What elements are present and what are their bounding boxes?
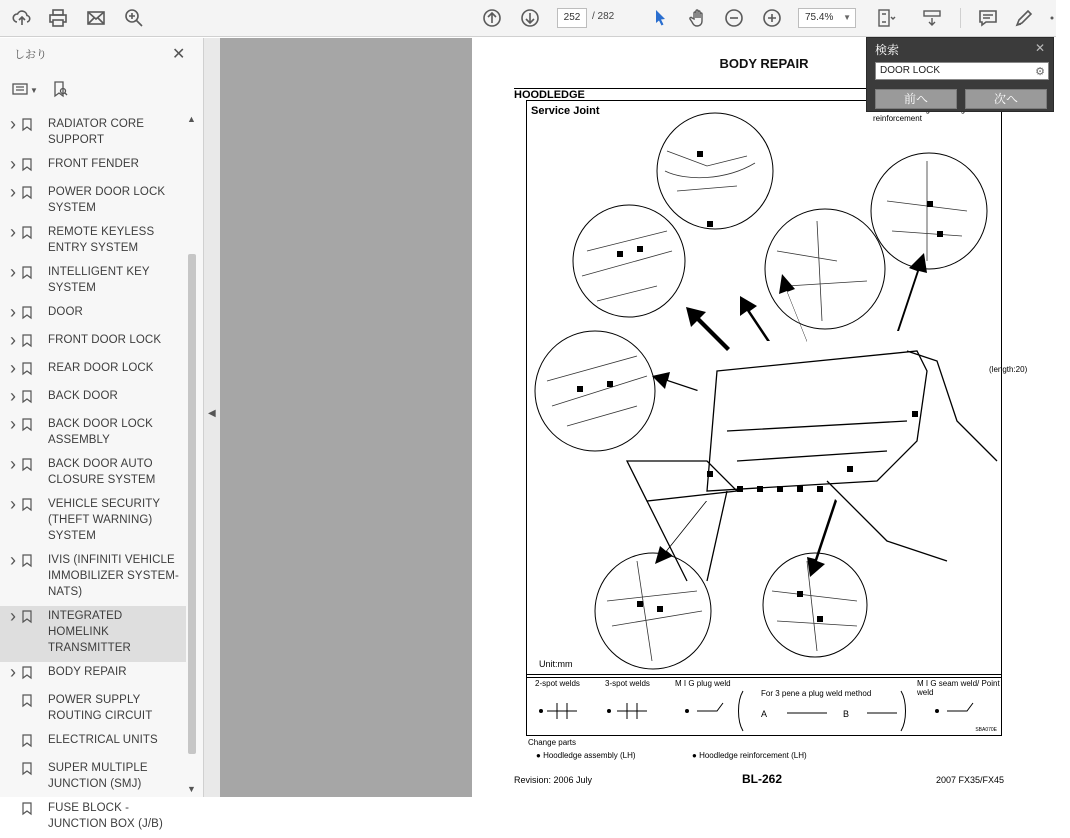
bookmark-icon (22, 418, 34, 436)
select-cursor-icon[interactable] (648, 6, 672, 30)
unit-label: Unit:mm (539, 659, 573, 669)
find-next-button[interactable]: 次へ (965, 89, 1047, 109)
chevron-down-icon[interactable]: ▼ (30, 85, 38, 95)
zoom-search-icon[interactable] (122, 6, 146, 30)
model-label: 2007 FX35/FX45 (936, 775, 1005, 785)
bookmarks-title: しおり (14, 49, 47, 61)
bookmark-label: BODY REPAIR (48, 666, 127, 678)
figure-note: reinforcement (873, 114, 922, 123)
bookmark-item[interactable] (0, 302, 186, 330)
bookmark-label: FUSE BLOCK - JUNCTION BOX (J/B) (48, 802, 163, 830)
change-part-2: ● Hoodledge reinforcement (LH) (692, 751, 807, 760)
find-previous-button[interactable]: 前へ (875, 89, 957, 109)
chevron-down-icon: ▼ (843, 13, 851, 22)
section-title: HOODLEDGE (514, 88, 954, 101)
bookmark-item[interactable] (0, 662, 186, 690)
bookmark-icon (22, 186, 34, 204)
bookmark-label: POWER DOOR LOCK SYSTEM (48, 186, 166, 214)
chevron-right-icon[interactable]: › (10, 494, 16, 514)
find-query: DOOR LOCK (880, 65, 941, 76)
legend-two-spot: 2-spot welds (535, 679, 580, 688)
bookmark-label: FRONT DOOR LOCK (48, 334, 162, 346)
bookmark-icon (22, 554, 34, 572)
hoodledge-diagram (527, 101, 1001, 677)
bookmarks-panel (0, 38, 204, 830)
bookmark-item[interactable] (0, 114, 186, 154)
bookmark-label: POWER SUPPLY ROUTING CIRCUIT (48, 694, 153, 722)
chevron-right-icon[interactable]: › (10, 114, 16, 134)
bookmark-icon (22, 734, 34, 752)
bookmark-icon (22, 802, 34, 820)
chevron-right-icon[interactable]: › (10, 550, 16, 570)
spacer (0, 732, 22, 733)
bookmark-item[interactable] (0, 454, 186, 494)
gear-icon[interactable]: ⚙ (1035, 66, 1045, 78)
chevron-right-icon[interactable]: › (10, 606, 16, 626)
toolbar-divider (960, 8, 961, 28)
bookmark-label: VEHICLE SECURITY (THEFT WARNING) SYSTEM (48, 498, 160, 542)
bookmark-icon (22, 498, 34, 516)
pdf-page (472, 38, 1056, 797)
chevron-right-icon[interactable]: › (10, 154, 16, 174)
bookmark-item[interactable] (0, 330, 186, 358)
bookmark-label: INTEGRATED HOMELINK TRANSMITTER (48, 610, 131, 654)
scroll-up-icon[interactable]: ▲ (187, 114, 196, 124)
zoom-value: 75.4% (805, 12, 834, 23)
chevron-right-icon[interactable]: › (10, 262, 16, 282)
bookmark-icon (22, 266, 34, 284)
bookmark-item[interactable] (0, 154, 186, 182)
legend-box (526, 674, 1002, 736)
legend-b: B (843, 709, 850, 719)
fit-page-icon[interactable] (874, 6, 898, 30)
bookmark-item[interactable] (0, 182, 186, 222)
length-note: (length:20) (989, 365, 1028, 374)
bookmark-label: BACK DOOR AUTO CLOSURE SYSTEM (48, 458, 156, 486)
chevron-right-icon[interactable]: › (10, 222, 16, 242)
bookmark-item[interactable] (0, 690, 186, 730)
chevron-right-icon[interactable]: › (10, 454, 16, 474)
bookmark-label: SUPER MULTIPLE JUNCTION (SMJ) (48, 762, 148, 790)
bookmark-label: BACK DOOR LOCK ASSEMBLY (48, 418, 153, 446)
bookmark-icon (22, 458, 34, 476)
bookmark-icon (22, 334, 34, 352)
change-part-1: ● Hoodledge assembly (LH) (536, 751, 636, 760)
bookmark-item[interactable] (0, 798, 186, 838)
bookmark-item[interactable] (0, 414, 186, 454)
bookmark-label: REAR DOOR LOCK (48, 362, 154, 374)
chevron-right-icon[interactable]: › (10, 330, 16, 350)
bookmark-item[interactable] (0, 730, 186, 758)
revision-label: Revision: 2006 July (514, 775, 593, 785)
bookmark-icon (22, 694, 34, 712)
bookmark-label: INTELLIGENT KEY SYSTEM (48, 266, 150, 294)
bookmark-icon (22, 118, 34, 136)
hand-tool-icon[interactable] (686, 6, 710, 30)
main-toolbar (0, 0, 1056, 37)
bookmark-icon (22, 362, 34, 380)
zoom-out-icon[interactable] (722, 6, 746, 30)
zoom-in-icon[interactable] (760, 6, 784, 30)
legend-mig-seam: M I G seam weld/ Point weld (917, 679, 1000, 697)
legend-mig-plug: M I G plug weld (675, 679, 731, 688)
change-parts-label: Change parts (528, 738, 577, 747)
figure-code: SBA070E (975, 727, 997, 733)
bookmark-item[interactable] (0, 222, 186, 262)
bookmark-label: FRONT FENDER (48, 158, 140, 170)
document-viewport (220, 38, 1056, 797)
find-panel (866, 37, 1054, 112)
bookmarks-toolbar (12, 80, 68, 100)
bookmark-item[interactable] (0, 386, 186, 414)
scrollbar-thumb[interactable] (188, 254, 196, 754)
bookmark-icon (22, 158, 34, 176)
bookmark-icon (22, 306, 34, 324)
close-icon[interactable]: ✕ (1035, 41, 1046, 55)
previous-page-icon[interactable] (480, 6, 504, 30)
bookmark-icon (22, 610, 34, 628)
chevron-right-icon[interactable]: › (10, 386, 16, 406)
bookmark-label: REMOTE KEYLESS ENTRY SYSTEM (48, 226, 155, 254)
bookmark-item[interactable] (0, 262, 186, 302)
figure-title: Service Joint (531, 105, 600, 117)
options-menu-icon[interactable] (12, 81, 28, 100)
change-part-2-label: Hoodledge reinforcement (LH) (699, 751, 807, 760)
spacer (0, 800, 22, 801)
legend-a: A (761, 709, 768, 719)
bookmark-icon (22, 666, 34, 684)
more-tools-icon[interactable] (1046, 6, 1070, 30)
bookmark-label: DOOR (48, 306, 83, 318)
spacer (0, 692, 22, 693)
spacer (0, 760, 22, 761)
change-part-1-label: Hoodledge assembly (LH) (543, 751, 636, 760)
chevron-right-icon[interactable]: › (10, 662, 16, 682)
find-title: 検索 (875, 43, 900, 57)
upload-icon[interactable] (10, 6, 34, 30)
print-icon[interactable] (46, 6, 70, 30)
bookmark-icon (22, 390, 34, 408)
bookmark-list (0, 114, 186, 830)
find-input[interactable] (875, 62, 1049, 80)
bookmark-item[interactable] (0, 606, 186, 662)
next-page-icon[interactable] (518, 6, 542, 30)
zoom-select[interactable] (798, 8, 856, 28)
chevron-right-icon[interactable]: › (10, 302, 16, 322)
bookmark-icon (22, 762, 34, 780)
bookmark-item[interactable] (0, 550, 186, 606)
scroll-mode-icon[interactable] (920, 6, 944, 30)
legend-symbols (527, 675, 1001, 735)
chevron-right-icon[interactable]: › (10, 414, 16, 434)
bookmark-label: ELECTRICAL UNITS (48, 734, 158, 746)
legend-plug-method: For 3 pene a plug weld method (761, 689, 872, 698)
scroll-down-icon[interactable]: ▼ (187, 784, 196, 794)
bookmark-item[interactable] (0, 358, 186, 386)
bookmark-label: BACK DOOR (48, 390, 118, 402)
pen-icon[interactable] (1012, 6, 1036, 30)
bookmark-item[interactable] (0, 494, 186, 550)
bookmark-label: IVIS (INFINITI VEHICLE IMMOBILIZER SYSTEM-NATS) (48, 554, 179, 598)
bookmark-icon (22, 226, 34, 244)
chevron-right-icon[interactable]: › (10, 182, 16, 202)
close-icon[interactable]: ✕ (172, 46, 186, 63)
bookmark-item[interactable] (0, 758, 186, 798)
page-code: BL-262 (742, 772, 783, 786)
bookmark-label: RADIATOR CORE SUPPORT (48, 118, 145, 146)
sidebar-collapse-handle[interactable] (204, 38, 220, 797)
page-number-input[interactable]: 252 (557, 8, 587, 28)
find-bookmark-icon[interactable] (52, 81, 68, 100)
sidebar-scrollbar[interactable] (186, 114, 198, 794)
chevron-left-icon[interactable]: ◀ (208, 408, 216, 419)
legend-three-spot: 3-spot welds (605, 679, 650, 688)
page-header: BODY REPAIR (719, 56, 809, 71)
comment-icon[interactable] (976, 6, 1000, 30)
page-total: / 282 (592, 11, 615, 22)
service-joint-figure (526, 100, 1028, 678)
mail-icon[interactable] (84, 6, 108, 30)
chevron-right-icon[interactable]: › (10, 358, 16, 378)
